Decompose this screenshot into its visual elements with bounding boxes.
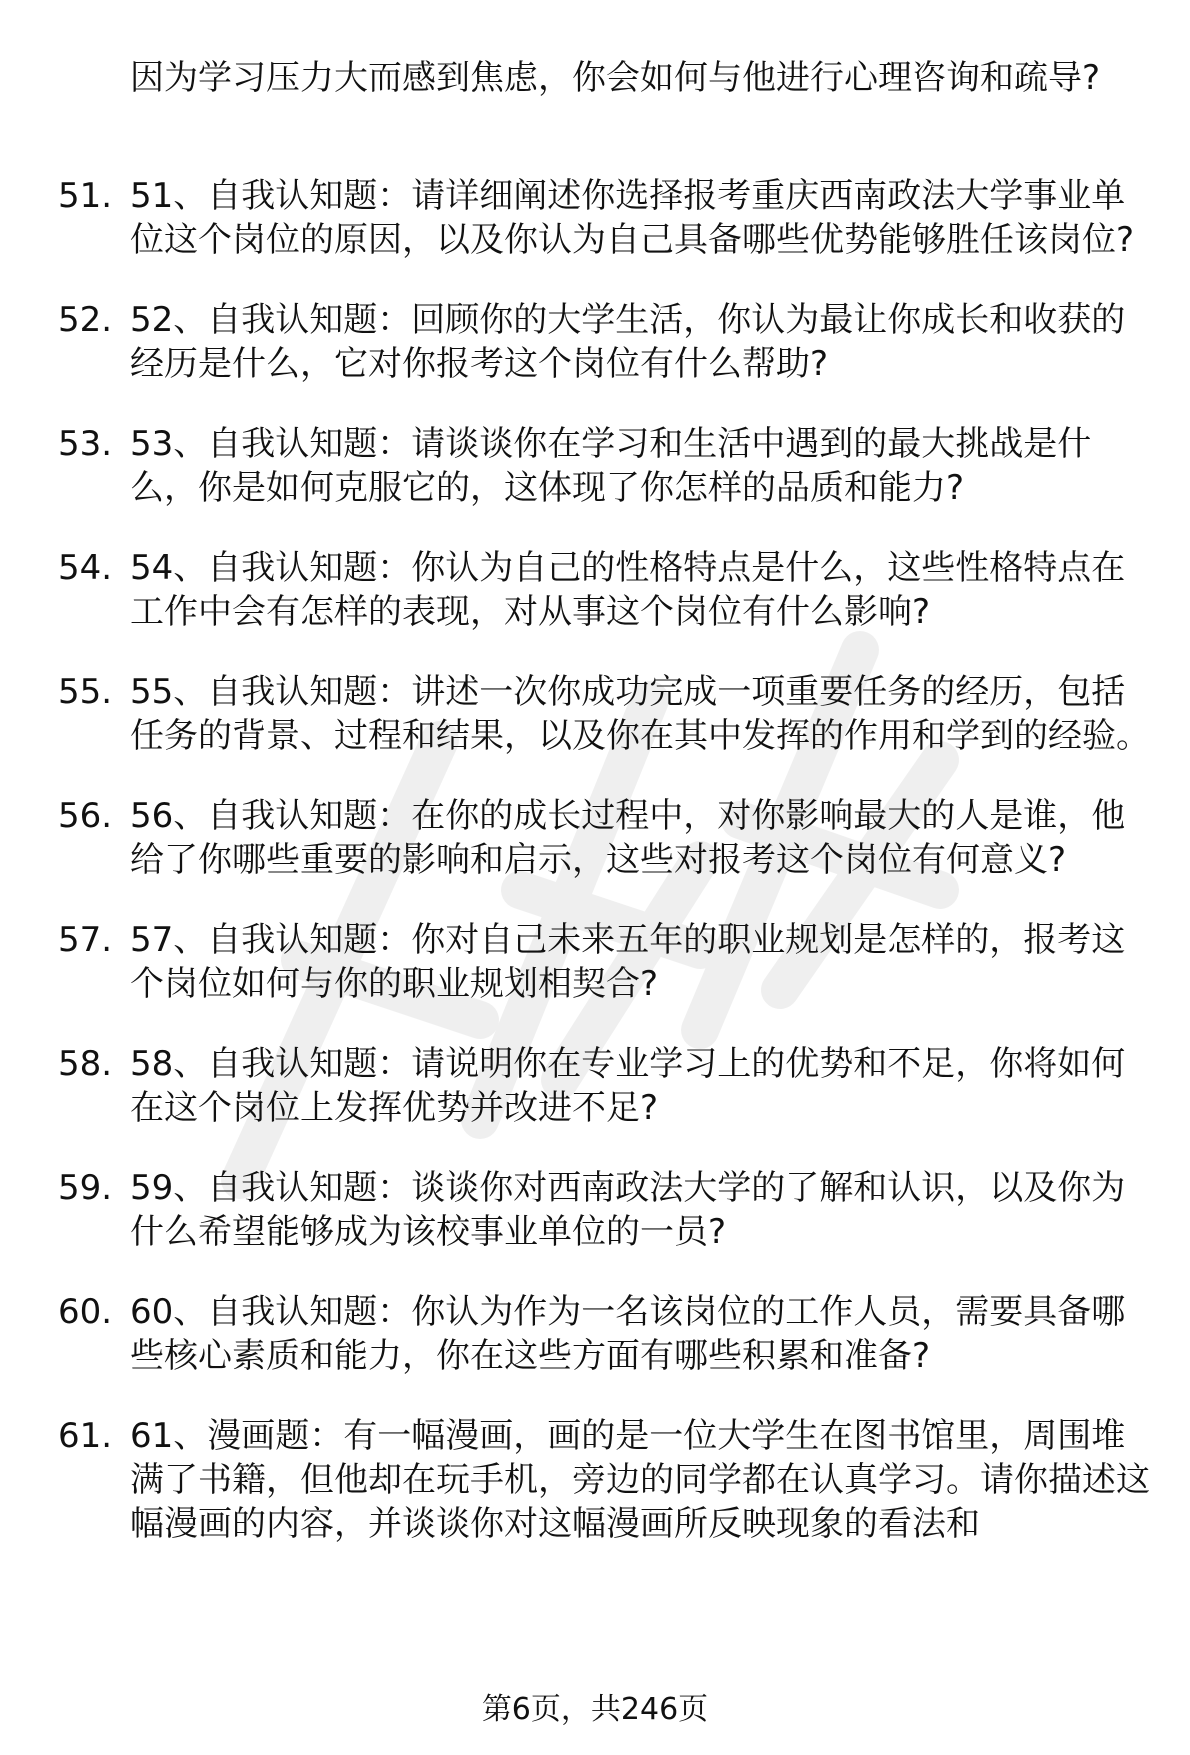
question-text: 60、自我认知题：你认为作为一名该岗位的工作人员，需要具备哪些核心素质和能力，你在这些方面有哪些积累和准备? (130, 1292, 1126, 1376)
list-item (0, 1166, 1190, 1254)
question-text: 56、自我认知题：在你的成长过程中，对你影响最大的人是谁，他给了你哪些重要的影响和启示，这些对报考这个岗位有何意义? (130, 796, 1126, 880)
question-number: 55. (58, 672, 113, 712)
question-text: 59、自我认知题：谈谈你对西南政法大学的了解和认识，以及你为什么希望能够成为该校事业单位的一员? (130, 1168, 1126, 1252)
list-item (0, 1290, 1190, 1378)
question-number: 53. (58, 424, 113, 464)
question-list (0, 174, 1190, 1582)
question-number: 60. (58, 1292, 113, 1332)
question-text: 51、自我认知题：请详细阐述你选择报考重庆西南政法大学事业单位这个岗位的原因，以及你认为自己具备哪些优势能够胜任该岗位? (130, 176, 1135, 260)
list-item (0, 670, 1190, 758)
question-text: 54、自我认知题：你认为自己的性格特点是什么，这些性格特点在工作中会有怎样的表现，对从事这个岗位有什么影响? (130, 548, 1126, 632)
list-item (0, 918, 1190, 1006)
question-number: 58. (58, 1044, 113, 1084)
question-text: 53、自我认知题：请谈谈你在学习和生活中遇到的最大挑战是什么，你是如何克服它的，这体现了你怎样的品质和能力? (130, 424, 1092, 508)
list-item (0, 422, 1190, 510)
question-number: 51. (58, 176, 113, 216)
list-item (0, 298, 1190, 386)
question-text: 61、漫画题：有一幅漫画，画的是一位大学生在图书馆里，周围堆满了书籍，但他却在玩手机，旁边的同学都在认真学习。请你描述这幅漫画的内容，并谈谈你对这幅漫画所反映现象的看法和 (130, 1416, 1150, 1544)
question-text: 52、自我认知题：回顾你的大学生活，你认为最让你成长和收获的经历是什么，它对你报考这个岗位有什么帮助? (130, 300, 1126, 384)
continued-question-text: 因为学习压力大而感到焦虑，你会如何与他进行心理咨询和疏导? (130, 58, 1101, 98)
page-footer: 第6页，共246页 (481, 1692, 709, 1727)
question-number: 57. (58, 920, 113, 960)
question-text: 58、自我认知题：请说明你在专业学习上的优势和不足，你将如何在这个岗位上发挥优势并改进不足? (130, 1044, 1126, 1128)
question-text: 57、自我认知题：你对自己未来五年的职业规划是怎样的，报考这个岗位如何与你的职业规划相契合? (130, 920, 1126, 1004)
list-item (0, 1414, 1190, 1546)
list-item (0, 1042, 1190, 1130)
list-item (0, 546, 1190, 634)
question-number: 54. (58, 548, 113, 588)
list-item (0, 794, 1190, 882)
question-text: 55、自我认知题：讲述一次你成功完成一项重要任务的经历，包括任务的背景、过程和结果，以及你在其中发挥的作用和学到的经验。 (130, 672, 1150, 756)
list-item (0, 174, 1190, 262)
question-number: 56. (58, 796, 113, 836)
question-number: 59. (58, 1168, 113, 1208)
question-number: 52. (58, 300, 113, 340)
question-number: 61. (58, 1416, 113, 1456)
